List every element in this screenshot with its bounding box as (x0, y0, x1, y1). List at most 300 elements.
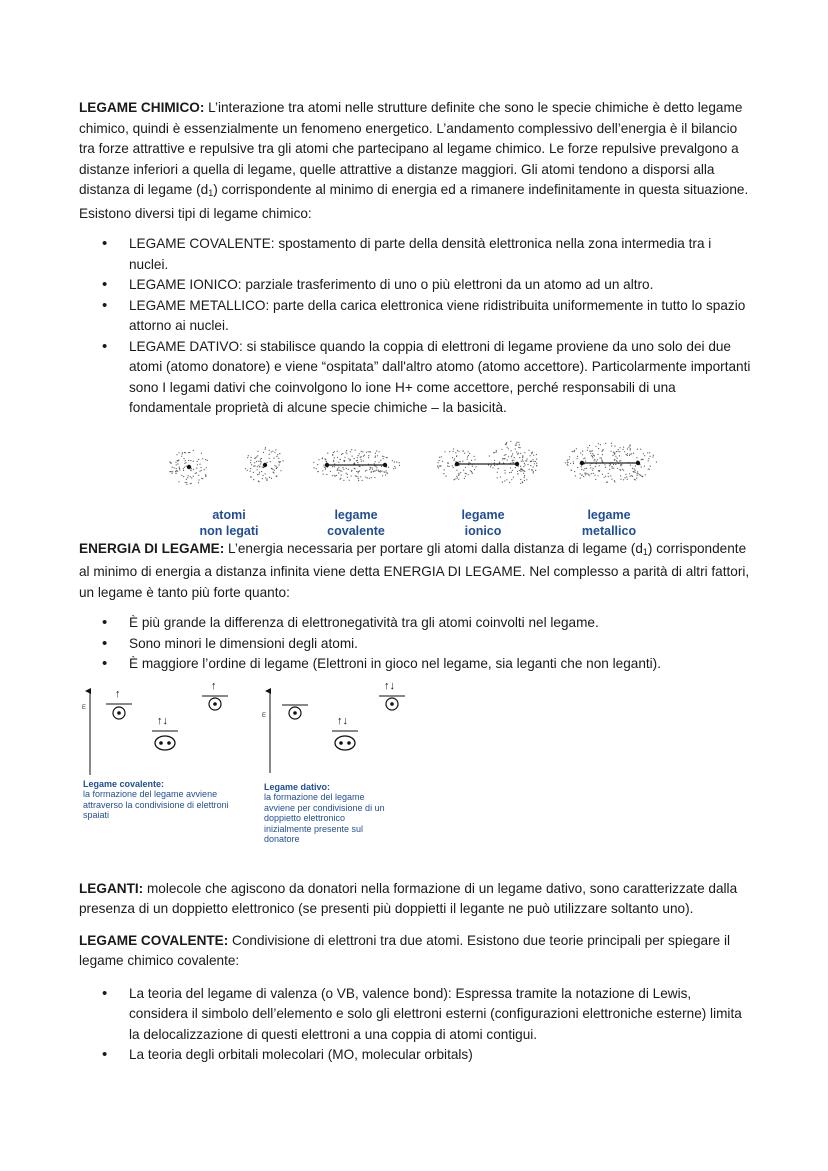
electron-density-dot (492, 467, 493, 468)
electron-density-dot (270, 461, 271, 462)
electron-density-dot (567, 459, 568, 460)
electron-density-dot (176, 470, 177, 471)
electron-density-dot (278, 461, 279, 462)
electron-density-dot (182, 453, 183, 454)
electron-density-dot (648, 468, 649, 469)
electron-density-dot (266, 461, 267, 462)
electron-dot (339, 741, 343, 745)
electron-density-dot (520, 478, 521, 479)
electron-density-dot (618, 448, 619, 449)
electron-density-dot (317, 464, 318, 465)
electron-density-dot (193, 468, 194, 469)
electron-density-dot (616, 450, 617, 451)
electron-density-dot (522, 457, 523, 458)
electron-density-dot (354, 467, 355, 468)
electron-density-dot (630, 464, 631, 465)
electron-density-dot (593, 454, 594, 455)
theories-list (79, 984, 751, 1066)
electron-density-dot (441, 456, 442, 457)
electron-density-dot (323, 473, 324, 474)
electron-density-dot (605, 475, 606, 476)
electron-density-dot (190, 483, 191, 484)
electron-density-dot (187, 477, 188, 478)
electron-spin-up: ↑ (115, 687, 121, 700)
electron-density-dot (458, 478, 459, 479)
electron-density-dot (453, 448, 454, 449)
electron-density-dot (379, 451, 380, 452)
electron-density-dot (584, 457, 585, 458)
electron-density-dot (376, 469, 377, 470)
electron-density-dot (379, 470, 380, 471)
electron-density-dot (634, 468, 635, 469)
electron-density-dot (464, 477, 465, 478)
electron-density-dot (647, 452, 648, 453)
electron-density-dot (337, 469, 338, 470)
electron-density-dot (507, 459, 508, 460)
electron-density-dot (179, 468, 180, 469)
electron-density-dot (489, 455, 490, 456)
electron-density-dot (458, 474, 459, 475)
electron-density-dot (650, 455, 651, 456)
electron-density-dot (193, 475, 194, 476)
electron-density-dot (583, 469, 584, 470)
electron-density-dot (259, 473, 260, 474)
nucleus (325, 462, 329, 466)
electron-density-dot (583, 458, 584, 459)
electron-density-dot (266, 479, 267, 480)
electron-density-dot (518, 452, 519, 453)
electron-density-dot (515, 444, 516, 445)
electron-density-dot (626, 454, 627, 455)
electron-density-dot (349, 460, 350, 461)
electron-density-dot (269, 457, 270, 458)
electron-density-dot (257, 474, 258, 475)
electron-density-dot (178, 459, 179, 460)
electron-density-dot (445, 475, 446, 476)
electron-density-dot (277, 466, 278, 467)
electron-density-dot (351, 449, 352, 450)
electron-density-dot (269, 453, 270, 454)
electron-density-dot (181, 474, 182, 475)
electron-density-dot (195, 472, 196, 473)
electron-density-dot (620, 475, 621, 476)
electron-density-dot (643, 458, 644, 459)
electron-density-dot (572, 451, 573, 452)
electron-density-dot (474, 459, 475, 460)
electron-density-dot (504, 454, 505, 455)
electron-density-dot (532, 458, 533, 459)
list-item: • LEGAME COVALENTE: spostamento di parte della densità elettronica nella zona intermedia tra i nuclei. (79, 234, 751, 275)
bonding-orbital (335, 736, 355, 750)
caption-line: legame (587, 507, 631, 522)
caption-line: inizialmente presente sul (264, 823, 364, 834)
electron-density-dot (343, 479, 344, 480)
caption-line: metallico (581, 523, 637, 538)
caption-line: legame (461, 507, 505, 522)
electron-density-dot (522, 459, 523, 460)
electron-density-dot (351, 470, 352, 471)
electron-density-dot (313, 467, 314, 468)
electron-density-dot (184, 462, 185, 463)
nucleus (383, 462, 387, 466)
caption-line: doppietto elettronico (264, 813, 346, 823)
electron-density-dot (630, 449, 631, 450)
electron-density-dot (529, 468, 530, 469)
electron-density-dot (627, 448, 628, 449)
paragraph-energia-di-legame (79, 539, 751, 604)
electron-density-dot (516, 451, 517, 452)
electron-density-dot (624, 477, 625, 478)
electron-density-dot (317, 471, 318, 472)
electron-density-dot (627, 453, 628, 454)
electron-density-dot (366, 469, 367, 470)
paragraph-text: Condivisione di elettroni tra due atomi. Esistono due teorie principali per spiegare il legame chimico covalente: (79, 932, 731, 968)
electron-density-dot (460, 461, 461, 462)
electron-density-dot (250, 470, 251, 471)
electron-density-dot (336, 474, 337, 475)
electron-density-dot (512, 469, 513, 470)
electron-density-dot (369, 469, 370, 470)
electron-density-dot (580, 452, 581, 453)
paragraph-legame-chimico (79, 98, 751, 224)
electron-pair-spin: ↑↓ (384, 679, 395, 692)
electron-density-dot (512, 459, 513, 460)
electron-density-dot (271, 467, 272, 468)
electron-dot (293, 711, 297, 715)
electron-density-dot (206, 467, 207, 468)
electron-density-dot (183, 458, 184, 459)
electron-density-dot (449, 465, 450, 466)
electron-density-dot (583, 476, 584, 477)
electron-density-dot (371, 477, 372, 478)
electron-density-dot (618, 450, 619, 451)
electron-density-dot (376, 450, 377, 451)
energy-level-drawing (79, 685, 479, 785)
electron-density-dot (511, 455, 512, 456)
list-item: • La teoria degli orbitali molecolari (MO, molecular orbitals) (79, 1045, 751, 1066)
electron-density-dot (577, 458, 578, 459)
electron-density-dot (511, 450, 512, 451)
electron-density-dot (283, 460, 284, 461)
electron-density-dot (337, 450, 338, 451)
electron-density-dot (601, 450, 602, 451)
electron-density-dot (342, 467, 343, 468)
electron-density-dot (378, 461, 379, 462)
electron-density-dot (269, 449, 270, 450)
electron-density-dot (369, 477, 370, 478)
nucleus (187, 464, 191, 468)
electron-density-dot (565, 462, 566, 463)
electron-density-dot (361, 450, 362, 451)
electron-density-dot (346, 467, 347, 468)
electron-density-dot (590, 452, 591, 453)
electron-density-dot (346, 449, 347, 450)
electron-density-dot (179, 469, 180, 470)
electron-density-dot (640, 448, 641, 449)
electron-density-dot (439, 460, 440, 461)
electron-density-dot (524, 479, 525, 480)
electron-density-dot (340, 458, 341, 459)
electron-density-dot (535, 469, 536, 470)
electron-density-dot (512, 453, 513, 454)
electron-density-dot (259, 481, 260, 482)
electron-density-dot (449, 451, 450, 452)
electron-density-dot (253, 465, 254, 466)
electron-density-dot (581, 474, 582, 475)
electron-density-dot (276, 465, 277, 466)
electron-density-dot (178, 452, 179, 453)
electron-density-dot (378, 469, 379, 470)
electron-density-dot (341, 470, 342, 471)
electron-density-dot (386, 470, 387, 471)
electron-density-dot (361, 456, 362, 457)
electron-density-dot (524, 462, 525, 463)
electron-density-dot (250, 459, 251, 460)
electron-density-dot (584, 467, 585, 468)
electron-density-dot (468, 451, 469, 452)
electron-density-dot (586, 467, 587, 468)
electron-density-dot (452, 457, 453, 458)
electron-density-dot (363, 455, 364, 456)
electron-density-dot (620, 469, 621, 470)
electron-density-dot (357, 476, 358, 477)
electron-density-dot (348, 458, 349, 459)
electron-density-dot (334, 474, 335, 475)
electron-density-dot (629, 445, 630, 446)
electron-density-dot (372, 468, 373, 469)
electron-density-dot (619, 455, 620, 456)
electron-density-dot (597, 459, 598, 460)
electron-density-dot (374, 476, 375, 477)
electron-density-dot (360, 476, 361, 477)
electron-density-dot (346, 453, 347, 454)
electron-density-dot (250, 468, 251, 469)
electron-density-dot (619, 451, 620, 452)
electron-density-dot (332, 466, 333, 467)
electron-density-dot (622, 468, 623, 469)
electron-density-dot (325, 467, 326, 468)
nucleus (636, 460, 640, 464)
electron-density-dot (457, 450, 458, 451)
electron-density-dot (271, 451, 272, 452)
electron-density-dot (261, 470, 262, 471)
electron-density-dot (272, 450, 273, 451)
electron-density-dot (629, 454, 630, 455)
electron-density-dot (533, 472, 534, 473)
electron-density-dot (627, 478, 628, 479)
electron-dot (213, 702, 217, 706)
electron-density-dot (623, 469, 624, 470)
electron-density-dot (630, 453, 631, 454)
electron-density-dot (514, 457, 515, 458)
electron-density-dot (318, 459, 319, 460)
electron-density-dot (517, 473, 518, 474)
electron-density-dot (205, 459, 206, 460)
electron-density-dot (494, 464, 495, 465)
electron-density-dot (500, 476, 501, 477)
electron-density-dot (396, 461, 397, 462)
electron-density-dot (589, 444, 590, 445)
covalent-bond-caption (83, 779, 263, 821)
electron-density-dot (384, 471, 385, 472)
electron-density-dot (511, 471, 512, 472)
electron-density-dot (190, 476, 191, 477)
electron-density-dot (183, 469, 184, 470)
electron-density-dot (617, 467, 618, 468)
electron-density-dot (324, 466, 325, 467)
electron-density-dot (172, 466, 173, 467)
electron-density-dot (613, 463, 614, 464)
heading-energia-di-legame: ENERGIA DI LEGAME: (79, 540, 225, 556)
electron-density-dot (256, 460, 257, 461)
electron-density-dot (574, 471, 575, 472)
electron-density-dot (258, 464, 259, 465)
list-item: • Sono minori le dimensioni degli atomi. (79, 634, 751, 655)
electron-density-dot (175, 461, 176, 462)
electron-density-dot (365, 476, 366, 477)
electron-density-dot (649, 452, 650, 453)
electron-density-dot (388, 466, 389, 467)
electron-density-dot (439, 465, 440, 466)
electron-density-dot (590, 467, 591, 468)
electron-density-dot (181, 455, 182, 456)
electron-density-dot (342, 453, 343, 454)
electron-density-dot (362, 479, 363, 480)
electron-density-dot (472, 465, 473, 466)
electron-dot (390, 702, 394, 706)
electron-density-dot (611, 466, 612, 467)
electron-density-dot (614, 458, 615, 459)
electron-density-dot (173, 467, 174, 468)
electron-density-dot (177, 463, 178, 464)
electron-density-dot (491, 464, 492, 465)
electron-density-dot (345, 451, 346, 452)
electron-density-dot (626, 476, 627, 477)
electron-density-dot (508, 448, 509, 449)
energy-axis-label: E (262, 712, 267, 719)
electron-density-dot (198, 458, 199, 459)
electron-density-dot (650, 465, 651, 466)
electron-density-dot (611, 445, 612, 446)
electron-density-dot (494, 459, 495, 460)
electron-density-dot (182, 452, 183, 453)
electron-density-dot (260, 460, 261, 461)
electron-density-dot (510, 467, 511, 468)
electron-density-dot (630, 475, 631, 476)
electron-density-dot (344, 456, 345, 457)
electron-density-dot (176, 454, 177, 455)
electron-density-dot (175, 472, 176, 473)
bond-types-list (79, 234, 751, 419)
energy-level-diagrams (79, 679, 751, 879)
electron-density-dot (597, 453, 598, 454)
electron-density-dot (615, 455, 616, 456)
electron-density-dot (341, 453, 342, 454)
electron-density-dot (592, 453, 593, 454)
caption-line: la formazione del legame avviene (83, 789, 218, 799)
electron-density-dot (358, 478, 359, 479)
electron-density-dot (649, 468, 650, 469)
electron-density-dot (595, 445, 596, 446)
electron-density-dot (593, 472, 594, 473)
electron-density-dot (598, 470, 599, 471)
electron-density-dot (456, 469, 457, 470)
electron-density-dot (633, 452, 634, 453)
electron-density-dot (609, 468, 610, 469)
electron-density-dot (348, 468, 349, 469)
electron-density-dot (567, 463, 568, 464)
electron-density-dot (582, 450, 583, 451)
electron-density-dot (271, 477, 272, 478)
electron-density-dot (611, 478, 612, 479)
electron-density-dot (633, 471, 634, 472)
electron-density-dot (371, 471, 372, 472)
electron-density-dot (517, 470, 518, 471)
electron-density-dot (513, 476, 514, 477)
caption-legame-ionico (423, 507, 543, 539)
electron-density-dot (394, 465, 395, 466)
electron-density-dot (454, 479, 455, 480)
electron-density-dot (185, 460, 186, 461)
electron-density-dot (516, 443, 517, 444)
electron-density-dot (385, 474, 386, 475)
electron-density-dot (186, 483, 187, 484)
electron-density-dot (370, 451, 371, 452)
electron-density-dot (608, 472, 609, 473)
electron-density-dot (614, 481, 615, 482)
electron-density-dot (370, 466, 371, 467)
electron-density-dot (335, 475, 336, 476)
electron-density-dot (279, 453, 280, 454)
heading-legame-covalente: LEGAME COVALENTE: (79, 932, 229, 948)
electron-density-dot (591, 455, 592, 456)
electron-density-dot (375, 456, 376, 457)
electron-density-dot (176, 464, 177, 465)
electron-density-dot (184, 466, 185, 467)
electron-density-dot (380, 459, 381, 460)
electron-density-dot (502, 458, 503, 459)
electron-density-dot (504, 458, 505, 459)
electron-density-dot (585, 474, 586, 475)
electron-density-dot (596, 460, 597, 461)
electron-density-dot (186, 482, 187, 483)
electron-density-dot (471, 459, 472, 460)
electron-density-dot (522, 482, 523, 483)
electron-density-dot (383, 458, 384, 459)
electron-density-dot (383, 456, 384, 457)
electron-dot (159, 741, 163, 745)
electron-density-dot (532, 469, 533, 470)
electron-density-dot (452, 465, 453, 466)
electron-density-dot (597, 475, 598, 476)
electron-density-dot (502, 481, 503, 482)
electron-density-dot (471, 470, 472, 471)
electron-density-dot (469, 453, 470, 454)
electron-density-dot (253, 471, 254, 472)
electron-density-dot (207, 459, 208, 460)
electron-density-dot (523, 460, 524, 461)
electron-density-dot (515, 448, 516, 449)
electron-density-dot (399, 462, 400, 463)
electron-density-dot (440, 465, 441, 466)
electron-density-dot (604, 464, 605, 465)
electron-density-dot (338, 461, 339, 462)
electron-density-dot (349, 479, 350, 480)
caption-line: avviene per condivisione di un (264, 802, 385, 813)
document-page (79, 98, 751, 1066)
electron-density-dot (519, 469, 520, 470)
electron-density-dot (614, 480, 615, 481)
